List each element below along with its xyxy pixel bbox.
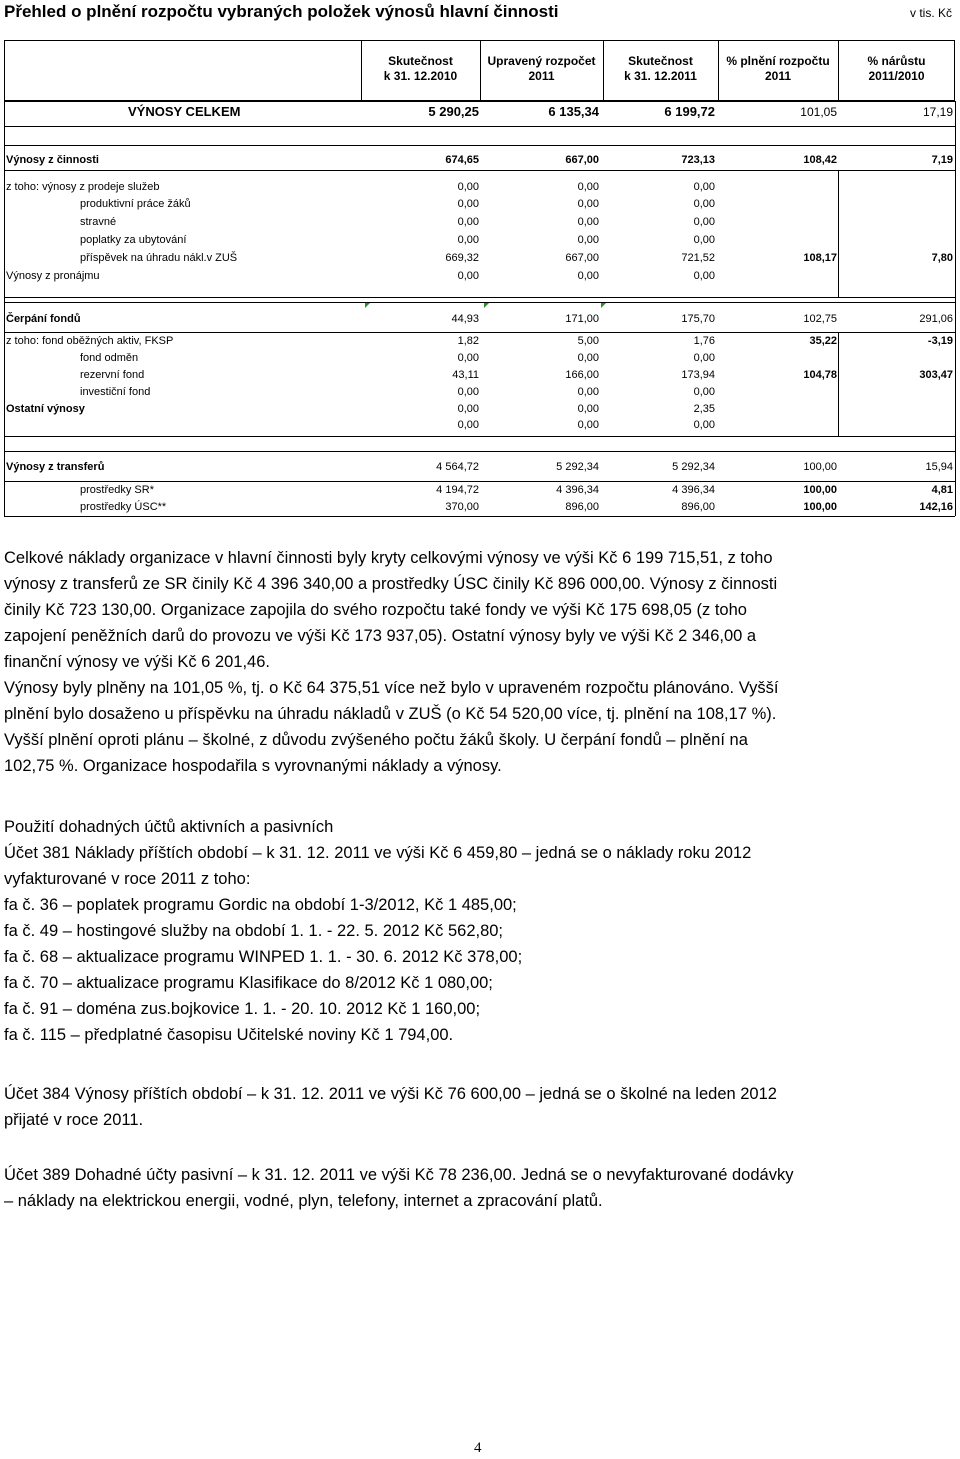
grid-line [4, 170, 955, 171]
table-row: z toho: fond oběžných aktiv, FKSP 1,82 5,00 1,76 35,22 -3,19 [6, 335, 953, 347]
table-row: Ostatní výnosy 0,00 0,00 2,35 [6, 403, 715, 415]
grid-line [4, 436, 955, 437]
comment-marker-icon [601, 303, 606, 308]
table-row: 0,00 0,00 0,00 [457, 419, 715, 431]
table-row: fond odměn 0,00 0,00 0,00 [80, 352, 715, 364]
table-row: z toho: výnosy z prodeje služeb 0,00 0,00 0,00 [6, 181, 715, 193]
paragraph-summary: Celkové náklady organizace v hlavní činnosti byly kryty celkovými výnosy ve výši Kč 6 199 715,51, z toho výnosy z transferů ze SR činily Kč 4 396 340,00 a prostředky ÚSC činily Kč 896 000,00. Výnosy z činnosti činily Kč 723 130,00. Organizace zapojila do svého rozpočtu také fondy ve výši Kč 175 698,05 (z toho zapojení peněžních darů do provozu ve výši Kč 173 937,05). Ostatní výnosy byly ve výši Kč 2 346,00 a finanční výnosy ve výši Kč 6 201,46. Výnosy byly plněny na 101,05 %, tj. o Kč 64 375,51 více než bylo v upraveném rozpočtu plánováno. Vyšší plnění bylo dosaženo u příspěvku na úhradu nákladů v ZUŠ (o Kč 54 520,00 více, tj. plnění na 108,17 %). Vyšší plnění oproti plánu – školné, z důvodu zvýšeného počtu žáků školy. U čerpání fondů – plnění na 102,75 %. Organizace hospodařila s vyrovnanými náklady a výnosy. [4, 549, 779, 775]
table-row: Výnosy z činnosti 674,65 667,00 723,13 108,42 7,19 [6, 154, 953, 166]
paragraph-account-384: Účet 384 Výnosy příštích období – k 31. 12. 2011 ve výši Kč 76 600,00 – jedná se o školné na leden 2012 přijaté v roce 2011. [4, 1085, 777, 1129]
table-row: Čerpání fondů 44,93 171,00 175,70 102,75 291,06 [6, 313, 953, 325]
header-col-3: Skutečnost k 31. 12.2011 [624, 54, 697, 83]
page-number: 4 [474, 1440, 482, 1456]
table-row: stravné 0,00 0,00 0,00 [80, 216, 715, 228]
table-row: Výnosy z transferů 4 564,72 5 292,34 5 292,34 100,00 15,94 [6, 461, 953, 473]
grid-line [4, 101, 955, 102]
paragraph-account-389: Účet 389 Dohadné účty pasivní – k 31. 12. 2011 ve výši Kč 78 236,00. Jedná se o nevyfakturované dodávky – náklady na elektrickou energii, vodné, plyn, telefony, internet a zpracování platů. [4, 1166, 794, 1210]
table-row: prostředky ÚSC** 370,00 896,00 896,00 100,00 142,16 [80, 501, 953, 513]
table-row: prostředky SR* 4 194,72 4 396,34 4 396,34 100,00 4,81 [80, 484, 953, 496]
table-row: Výnosy z pronájmu 0,00 0,00 0,00 [6, 270, 715, 282]
grid-line [4, 145, 955, 146]
report-title: Přehled o plnění rozpočtu vybraných položek výnosů hlavní činnosti [4, 2, 559, 21]
grid-line [4, 297, 955, 298]
header-col-4: % plnění rozpočtu 2011 [726, 54, 830, 83]
table-row: investiční fond 0,00 0,00 0,00 [80, 386, 715, 398]
table-row: příspěvek na úhradu nákl.v ZUŠ 669,32 667,00 721,52 108,17 7,80 [80, 252, 953, 264]
paragraph-accounts: Použití dohadných účtů aktivních a pasivních Účet 381 Náklady příštích období – k 31. 12. 2011 ve výši Kč 6 459,80 – jedná se o náklady roku 2012 vyfakturované v roce 2011 z toho: fa č. 36 – poplatek programu Gordic na období 1-3/2012, Kč 1 485,00; fa č. 49 – hostingové služby na období 1. 1. - 22. 5. 2012 Kč 562,80; fa č. 68 – aktualizace programu WINPED 1. 1. - 30. 6. 2012 Kč 378,00; fa č. 70 – aktualizace programu Klasifikace do 8/2012 Kč 1 080,00; fa č. 91 – doména zus.bojkovice 1. 1. - 20. 10. 2012 Kč 1 160,00; fa č. 115 – předplatné časopisu Učitelské noviny Kč 1 794,00. [4, 818, 752, 1044]
table-row: poplatky za ubytování 0,00 0,00 0,00 [80, 234, 715, 246]
grid-border-right [955, 101, 956, 516]
table-row: produktivní práce žáků 0,00 0,00 0,00 [80, 198, 715, 210]
grid-line [4, 302, 955, 303]
header-col-5: % nárůstu 2011/2010 [867, 54, 926, 83]
unit-label: v tis. Kč [909, 6, 952, 20]
grid-line [4, 516, 955, 517]
header-col-2: Upravený rozpočet 2011 [487, 54, 596, 83]
grid-line [4, 451, 955, 452]
comment-marker-icon [365, 303, 370, 308]
table-row-total: VÝNOSY CELKEM 5 290,25 6 135,34 6 199,72 101,05 17,19 [128, 104, 953, 119]
header-col-1: Skutečnost k 31. 12.2010 [383, 54, 458, 83]
grid-line [4, 126, 955, 127]
table-row: rezervní fond 43,11 166,00 173,94 104,78 303,47 [80, 369, 953, 381]
comment-marker-icon [484, 303, 489, 308]
